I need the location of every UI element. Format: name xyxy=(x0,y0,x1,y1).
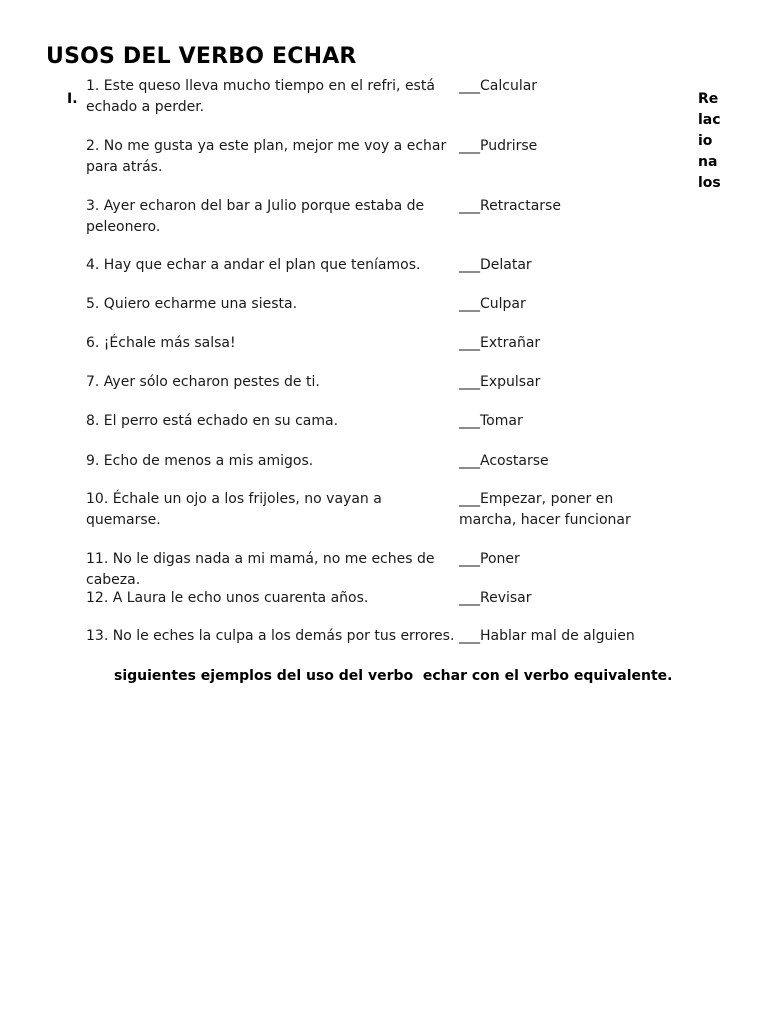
sentence-9: 9. Echo de menos a mis amigos. xyxy=(86,453,314,469)
sentence-2: 2. No me gusta ya este plan, mejor me voy a echar para atrás. xyxy=(86,138,447,175)
sentence-4: 4. Hay que echar a andar el plan que teníamos. xyxy=(86,257,421,273)
option-8: ___Tomar xyxy=(459,413,523,429)
option-6: ___Extrañar xyxy=(459,335,541,351)
option-9: ___Acostarse xyxy=(459,453,549,469)
page-title: USOS DEL VERBO ECHAR xyxy=(46,44,357,69)
option-3: ___Retractarse xyxy=(459,198,561,214)
sentence-8: 8. El perro está echado en su cama. xyxy=(86,413,339,429)
sentence-11: 11. No le digas nada a mi mamá, no me eches de cabeza. xyxy=(86,551,435,588)
sentence-7: 7. Ayer sólo echaron pestes de ti. xyxy=(86,374,320,390)
side-word-line: na xyxy=(698,154,718,170)
option-7: ___Expulsar xyxy=(459,374,541,390)
option-11: ___Poner xyxy=(459,551,520,567)
side-word-line: Re xyxy=(698,91,719,107)
option-2: ___Pudrirse xyxy=(459,138,538,154)
side-word-line: io xyxy=(698,133,713,149)
sentence-6: 6. ¡Échale más salsa! xyxy=(86,335,236,351)
section-number: I. xyxy=(67,91,78,107)
sentence-1: 1. Este queso lleva mucho tiempo en el refri, está echado a perder. xyxy=(86,78,435,115)
instruction-side-word xyxy=(698,89,738,194)
side-word-line: los xyxy=(698,175,721,191)
option-5: ___Culpar xyxy=(459,296,526,312)
sentence-5: 5. Quiero echarme una siesta. xyxy=(86,296,298,312)
option-12: ___Revisar xyxy=(459,590,532,606)
instruction-text: siguientes ejemplos del uso del verbo echar con el verbo equivalente. xyxy=(114,668,673,684)
side-word-line: lac xyxy=(698,112,721,128)
sentence-10: 10. Échale un ojo a los frijoles, no vayan a quemarse. xyxy=(86,491,382,528)
option-4: ___Delatar xyxy=(459,257,532,273)
option-10: ___Empezar, poner en marcha, hacer funcionar xyxy=(459,491,631,528)
option-13: ___Hablar mal de alguien xyxy=(459,628,635,644)
sentence-3: 3. Ayer echaron del bar a Julio porque estaba de peleonero. xyxy=(86,198,425,235)
option-1: ___Calcular xyxy=(459,78,538,94)
sentence-12: 12. A Laura le echo unos cuarenta años. xyxy=(86,590,369,606)
sentence-13: 13. No le eches la culpa a los demás por tus errores. xyxy=(86,628,455,644)
